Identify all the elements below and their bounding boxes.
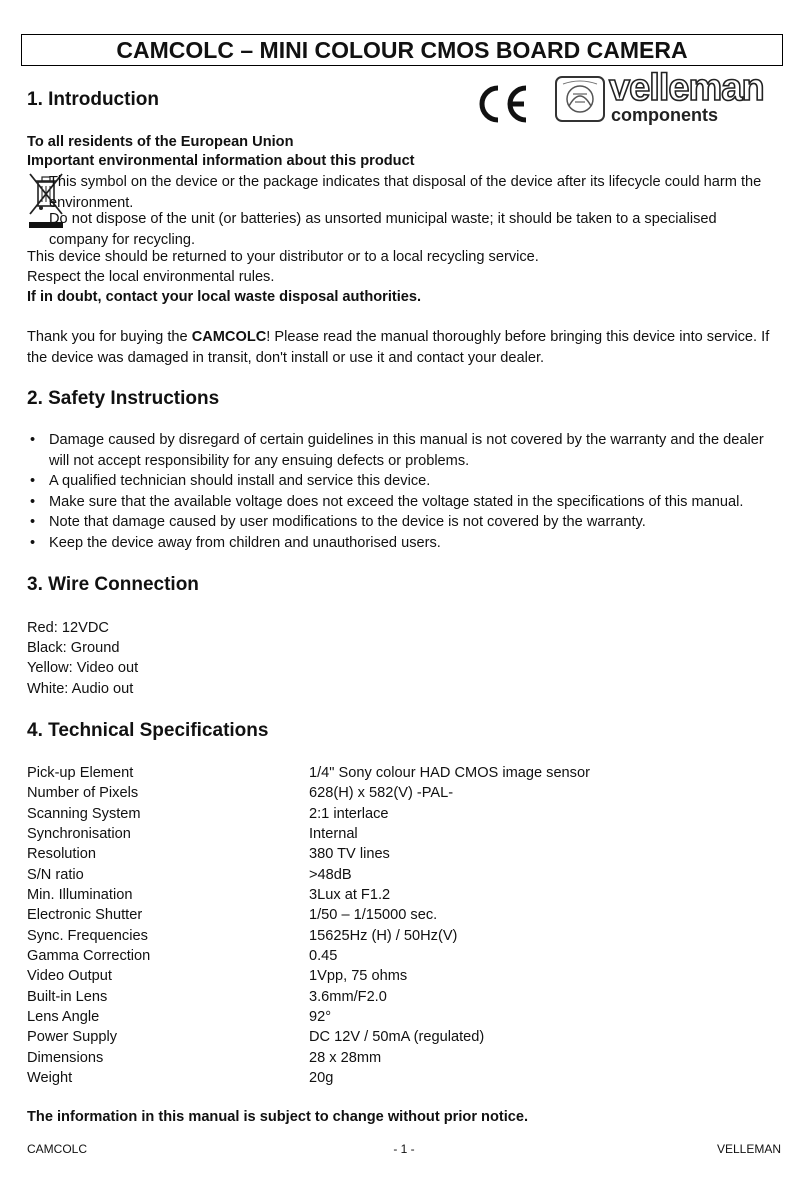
spec-value: 15625Hz (H) / 50Hz(V) [309, 927, 458, 944]
spec-label: Scanning System [27, 805, 141, 822]
table-row [27, 1007, 590, 1027]
logo-subtitle: components [611, 105, 719, 125]
spec-value: 628(H) x 582(V) -PAL- [309, 785, 454, 802]
table-row [27, 987, 590, 1007]
list-item: • Make sure that the available voltage does not exceed the voltage stated in the specifications of this manual. [27, 492, 787, 513]
list-item: • Note that damage caused by user modifications to the device is not covered by the warranty. [27, 512, 787, 533]
velleman-emblem-icon [555, 76, 605, 122]
spec-label: Electronic Shutter [27, 907, 143, 924]
spec-label: Pick-up Element [27, 765, 134, 781]
eu-residents-line: To all residents of the European Union [27, 134, 294, 150]
spec-label: Video Output [27, 968, 112, 985]
table-row [27, 763, 590, 783]
spec-label: Lens Angle [27, 1009, 100, 1026]
table-row [27, 946, 590, 966]
footer-right: VELLEMAN [716, 1142, 781, 1156]
wire-line: White: Audio out [27, 681, 134, 697]
symbol-paragraph-2: Do not dispose of the unit (or batteries) as unsorted municipal waste; it should be taken to a specialised company for recycling. [49, 211, 717, 248]
spec-value: 1/4" Sony colour HAD CMOS image sensor [309, 765, 590, 781]
spec-value: 28 x 28mm [309, 1049, 382, 1066]
thanks-post: ! Please read the manual thoroughly before bringing this device into service. If the device was damaged in transit, don't install or use it and contact your dealer. [27, 329, 770, 366]
spec-value: >48dB [309, 866, 352, 883]
wire-line: Yellow: Video out [27, 660, 139, 676]
section-heading-specs: 4. Technical Specifications [27, 720, 269, 741]
table-row [27, 1068, 590, 1088]
spec-label: S/N ratio [27, 866, 84, 883]
spec-label: Synchronisation [27, 826, 131, 843]
spec-value: 1/50 – 1/15000 sec. [309, 907, 438, 924]
spec-value: 3.6mm/F2.0 [309, 988, 387, 1005]
list-item: • Keep the device away from children and unauthorised users. [27, 533, 787, 554]
thanks-product: CAMCOLC [191, 329, 267, 345]
footer-page-number: - 1 - [393, 1142, 415, 1156]
spec-value: 2:1 interlace [309, 805, 389, 822]
table-row [27, 966, 590, 986]
spec-label: Weight [27, 1070, 73, 1087]
symbol-paragraph-1: This symbol on the device or the package indicates that disposal of the device after its lifecycle could harm the environment. [49, 174, 762, 211]
table-row [27, 783, 590, 803]
wire-line: Red: 12VDC [27, 620, 109, 636]
table-row [27, 926, 590, 946]
spec-value: 0.45 [309, 948, 338, 965]
return-line: This device should be returned to your distributor or to a local recycling service. [27, 249, 539, 265]
spec-label: Dimensions [27, 1049, 104, 1066]
table-row [27, 804, 590, 824]
thanks-pre: Thank you for buying the [27, 329, 192, 345]
list-item: • Damage caused by disregard of certain guidelines in this manual is not covered by the warranty and the dealer will not accept responsibility for any ensuing defects or problems. [27, 430, 787, 471]
table-row [27, 1027, 590, 1047]
change-notice: The information in this manual is subject to change without prior notice. [27, 1109, 529, 1125]
spec-value: 92° [309, 1009, 332, 1026]
logo-word-text: velleman [609, 68, 764, 108]
footer-left: CAMCOLC [27, 1142, 88, 1156]
spec-label: Min. Illumination [27, 887, 133, 904]
table-row [27, 885, 590, 905]
section-heading-wire: 3. Wire Connection [27, 574, 199, 595]
env-info-line: Important environmental information about this product [27, 153, 415, 169]
doubt-line: If in doubt, contact your local waste disposal authorities. [27, 289, 422, 305]
spec-label: Resolution [27, 846, 96, 863]
section-heading-intro: 1. Introduction [27, 89, 159, 110]
table-row [27, 865, 590, 885]
safety-list [27, 430, 787, 553]
respect-line: Respect the local environmental rules. [27, 269, 275, 285]
page-title: CAMCOLC – MINI COLOUR CMOS BOARD CAMERA [21, 34, 783, 66]
table-row [27, 844, 590, 864]
list-item: • A qualified technician should install and service this device. [27, 471, 787, 492]
velleman-logo [607, 68, 783, 108]
thanks-paragraph [27, 327, 782, 368]
table-row [27, 824, 590, 844]
spec-label: Sync. Frequencies [27, 927, 148, 944]
spec-value: 1Vpp, 75 ohms [309, 968, 408, 985]
spec-label: Number of Pixels [27, 785, 139, 802]
spec-value: Internal [309, 826, 358, 843]
spec-value: 380 TV lines [309, 846, 390, 863]
table-row [27, 905, 590, 925]
spec-label: Gamma Correction [27, 948, 151, 965]
wire-line: Black: Ground [27, 640, 120, 656]
spec-label: Power Supply [27, 1029, 118, 1046]
spec-value: 3Lux at F1.2 [309, 887, 391, 904]
ce-mark-icon [474, 84, 532, 124]
specs-table [27, 763, 590, 1089]
section-heading-safety: 2. Safety Instructions [27, 388, 220, 409]
table-row [27, 1048, 590, 1068]
spec-label: Built-in Lens [27, 988, 108, 1005]
spec-value: DC 12V / 50mA (regulated) [309, 1029, 485, 1046]
spec-value: 20g [309, 1070, 334, 1087]
